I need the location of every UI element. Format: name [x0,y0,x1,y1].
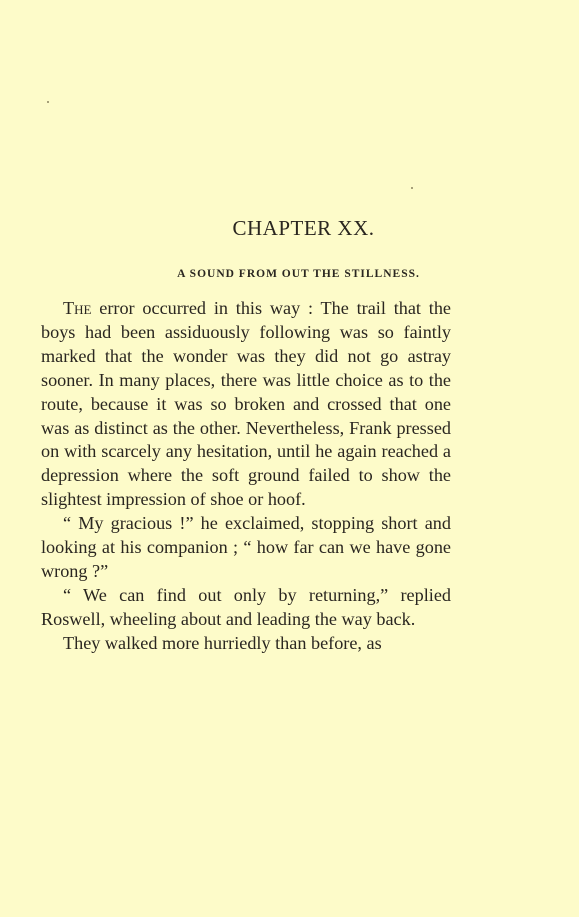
chapter-body [41,297,451,656]
chapter-subtitle: A SOUND FROM OUT THE STILLNESS. [177,267,420,280]
page-speck [411,187,413,189]
paragraph [41,584,451,632]
paragraph-text: “ We can find out only by returning,” replied Roswell, wheeling about and leading the way back. [41,584,451,629]
paragraph [41,632,451,656]
paragraph [41,297,451,512]
paragraph [41,512,451,584]
chapter-title: CHAPTER XX. [232,216,375,241]
paragraph-text: “ My gracious !” he exclaimed, stopping short and looking at his companion ; “ how far can we have gone wrong ?” [41,513,451,581]
page-speck [47,101,49,103]
paragraph-lead-word: The [63,298,92,318]
paragraph-text: They walked more hurriedly than before, as [63,632,382,653]
paragraph-text: error occurred in this way : The trail that the boys had been assiduously following was so faintly marked that the wonder was they did not go astray sooner. In many places, there was little choice as to the route, because it was so broken and crossed that one was as distinct as the other. Nevertheless, Frank pressed on with scarcely any hesitation, until he again reached a depression where the soft ground failed to show the slightest impression of shoe or hoof. [41,298,451,510]
